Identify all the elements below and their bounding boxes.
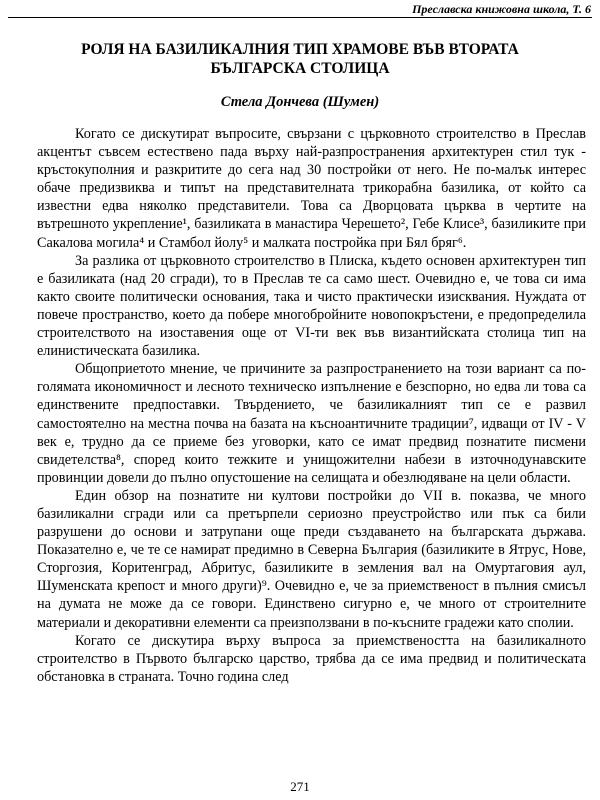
article-title <box>0 40 600 78</box>
article-title-line: РОЛЯ НА БАЗИЛИКАЛНИЯ ТИП ХРАМОВЕ ВЪВ ВТОРАТА <box>81 41 519 58</box>
page-number: 271 <box>290 779 310 794</box>
paragraph: Когато се дискутира върху въпроса за приемствеността на базиликалното строителство в Първото българско царство, трябва да се има предвид и политическата обстановка в страната. Точно година след <box>37 632 586 685</box>
paragraph: Общоприетото мнение, че причините за разпространението на този вариант са по-голямата икономичност и лесното техническо изпълнение е безспорно, но едва ли това са единствените предпоставки. Твърдението, че базиликалният тип се е развил самостоятелно на местна почва на базата на късноантичните традиции⁷, идващи от IV - V век е, трудно да се приеме без уговорки, като се имат предвид познатите писмени свидетелства⁸, според които тежките и унищожителни набези в източнодунавските провинции довели до пълно опустошение на селищата и обезлюдяване на цели области. <box>37 361 586 486</box>
article-body <box>37 125 586 686</box>
running-header: Преславска книжовна школа, Т. 6 <box>412 2 591 16</box>
header-rule <box>8 17 592 18</box>
article-author: Стела Дончева (Шумен) <box>220 94 380 110</box>
paragraph: За разлика от църковното строителство в Плиска, където основен архитектурен тип е базиликата (над 20 сгради), то в Преслав те са само шест. Очевидно е, че това си има както своите политически основания, така и чисто практически изисквания. Нуждата от повече пространство, което да побере многобройните новопокръстени, е предопределила строителството на изоставения още от VI-ти век във византийската столица тип на елинистическата базилика. <box>37 252 586 360</box>
paragraph: Един обзор на познатите ни култови постройки до VII в. показва, че много базиликални сгради или са претърпели сериозно преустройство или пък са били разрушени до основи и затрупани още преди създаването на българската държава. Показателно е, че те се намират предимно в Северна България (базиликите в Ятрус, Нове, Сторгозия, Коритенград, Абритус, базиликите в земления вал на Омуртаговия аул, Шуменската крепост и много други)⁹. Очевидно е, че за приемственост в пълния смисъл на думата не може да се говори. Единствено сигурно е, че много от строителните материали и декоративни елементи са преизползвани в по-късните градежи като сполии. <box>37 487 586 631</box>
article-title-line: БЪЛГАРСКА СТОЛИЦА <box>210 60 390 77</box>
paragraph: Когато се дискутират въпросите, свързани с църковното строителство в Преслав акцентът съвсем естествено пада върху най-разпространения архитектурен стил тук - кръстокуполния и разкритите до сега над 30 постройки от него. Не по-малък интерес обаче предизвиква и типът на представителната трикорабна базилика, от който са известни едва няколко представители. Това са Дворцовата църква в чертите на вътрешното укрепление¹, базиликата в манастира Черешето², Гебе Клисе³, базиликите при Сакалова могила⁴ и Стамбол йолу⁵ и малката постройка при Бял бряг⁶. <box>37 126 586 251</box>
